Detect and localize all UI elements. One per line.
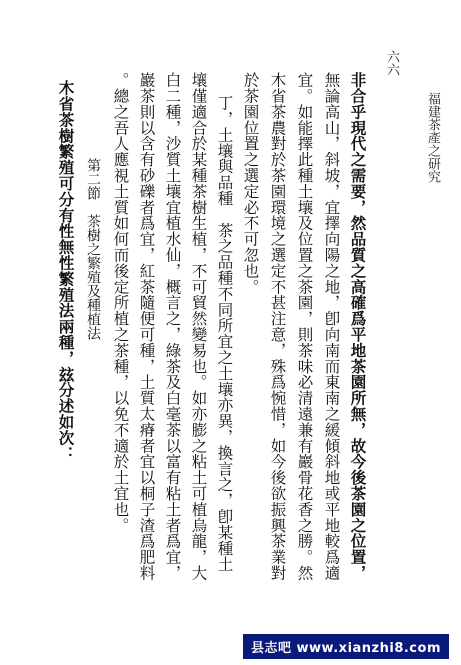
text-line-8: 白二種，沙質土壤宜植水仙，概言之，綠茶及白毫茶以富有粘土者爲宜， — [163, 72, 182, 581]
text-line-10: 。總之吾人應視土質如何而後定所植之茶種，以免不適於土宜也。 — [111, 72, 130, 534]
section-heading: 第二節 茶樹之繁殖及種植法 — [85, 158, 101, 340]
text-line-5: 於茶園位置之選定必不可忽也。 — [241, 72, 260, 295]
text-line-1: 非合乎現代之需要，然品質之高確爲平地茶園所無，故今後茶園之位置， — [348, 72, 368, 581]
text-line-3: 宜。如能擇此種土壤及位置之茶園，則茶味必清遠兼有巖骨花香之勝。然 — [295, 72, 314, 581]
text-line-9: 巖茶則以含有砂礫者爲宜，紅茶隨便可種，土質太瘠者宜以桐子渣爲肥料 — [137, 72, 156, 581]
text-line-2: 無論高山，斜坡，宜擇向陽之地，卽向南而東南之緩傾斜地或平地較爲適 — [322, 72, 341, 581]
text-line-6: 丁，土壤與品種 茶之品種不同所宜之土壤亦異，換言之，卽某種土 — [215, 95, 234, 572]
site-watermark: 县志吧 www.xianzhi8.com — [243, 634, 449, 659]
page-number: 六六 — [384, 50, 399, 76]
book-title: 福建茶產之研究 — [425, 92, 440, 183]
text-line-7: 壤僅適合於某種茶樹生植，不可貿然變易也。如亦膨之粘土可植烏龍，大 — [189, 72, 208, 581]
text-line-12: 木省茶樹繁殖可分有性無性繁殖法兩種，玆分述如次： — [56, 80, 76, 462]
text-line-4: 木省茶農對於茶園環境之選定不甚注意，殊爲惋惜，如今後欲振興茶業對 — [268, 72, 287, 581]
